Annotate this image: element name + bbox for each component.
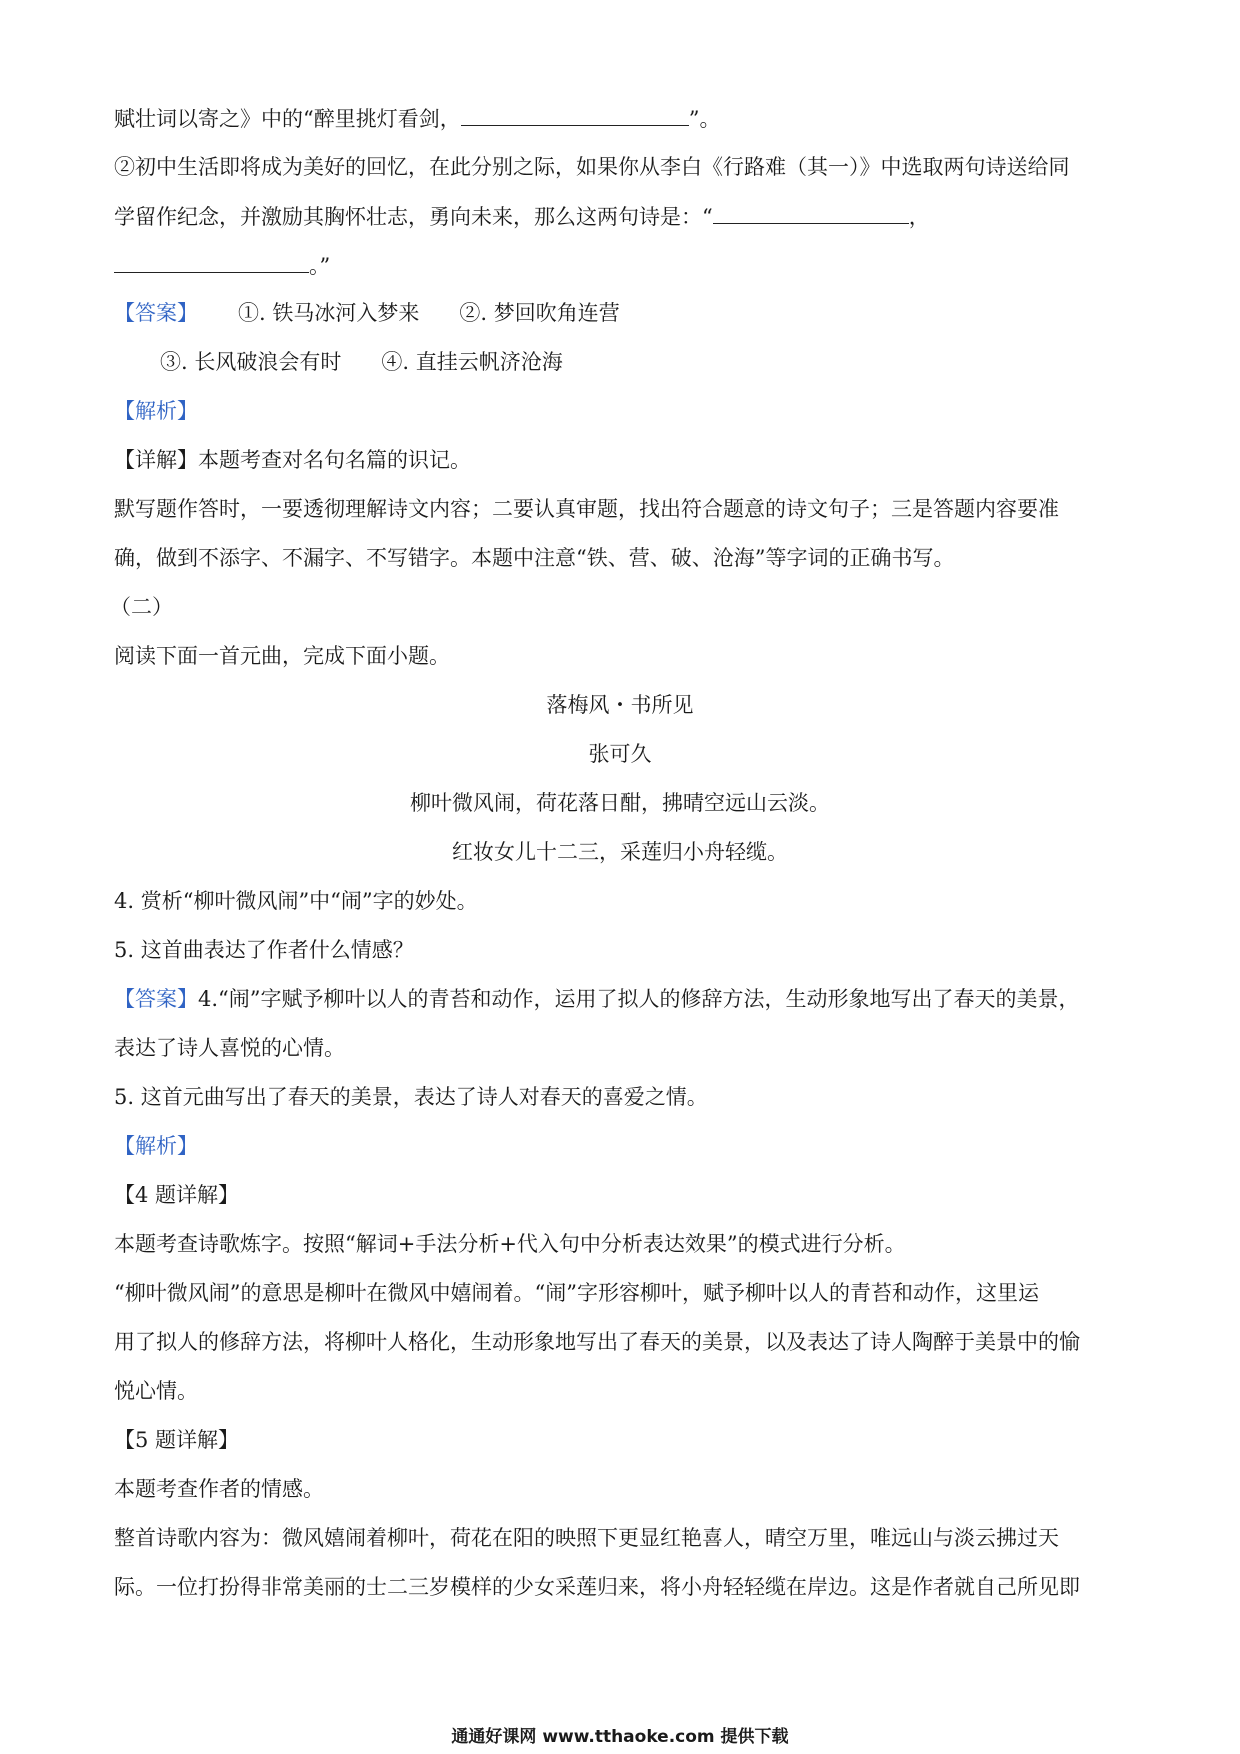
text-line: 确，做到不添字、不漏字、不写错字。本题中注意“铁、营、破、沧海”等字词的正确书写。 — [114, 546, 955, 570]
footer-watermark: 通通好课网 www.tthaoke.com 提供下载 — [451, 1727, 789, 1747]
text-line: “柳叶微风闹”的意思是柳叶在微风中嬉闹着。“闹”字形容柳叶，赋予柳叶以人的青苔和动作，这里运 — [114, 1281, 1039, 1305]
text-line: 本题考查诗歌炼字。按照“解词+手法分析+代入句中分析表达效果”的模式进行分析。 — [114, 1232, 906, 1256]
answer-tag: 【答案】 — [114, 301, 198, 325]
text-line: ②初中生活即将成为美好的回忆，在此分别之际，如果你从李白《行路难（其一）》中选取两句诗送给同 — [114, 155, 1070, 179]
poem-author: 张可久 — [588, 742, 652, 766]
text-line: 赋壮词以寄之》中的“醉里挑灯看剑， ”。 — [114, 103, 720, 134]
subheading-q5: 【5 题详解】 — [114, 1428, 240, 1452]
analysis-tag: 【解析】 — [114, 1134, 198, 1158]
text-line: 际。一位打扮得非常美丽的士二三岁模样的少女采莲归来，将小舟轻轻缆在岸边。这是作者就自己所见即 — [114, 1575, 1080, 1599]
text-line: 整首诗歌内容为：微风嬉闹着柳叶，荷花在阳的映照下更显红艳喜人，晴空万里，唯远山与淡云拂过天 — [114, 1526, 1059, 1550]
answer-blank — [114, 250, 309, 273]
question-4: 4. 赏析“柳叶微风闹”中“闹”字的妙处。 — [114, 889, 478, 913]
poem-title: 落梅风・书所见 — [546, 693, 694, 717]
analysis-tag: 【解析】 — [114, 399, 198, 423]
text-line: 本题考查作者的情感。 — [114, 1477, 324, 1501]
subheading-q4: 【4 题详解】 — [114, 1183, 240, 1207]
poem-line: 红妆女儿十二三，采莲归小舟轻缆。 — [452, 840, 788, 864]
answer-tag: 【答案】 — [114, 987, 198, 1011]
text-line: 【详解】本题考查对名句名篇的识记。 — [114, 448, 471, 472]
text-line: 默写题作答时，一要透彻理解诗文内容；二要认真审题，找出符合题意的诗文句子；三是答题内容要准 — [114, 497, 1059, 521]
answer-blank — [461, 103, 689, 126]
question-5: 5. 这首曲表达了作者什么情感？ — [114, 938, 414, 962]
answer-line: 【答案】4.“闹”字赋予柳叶以人的青苔和动作，运用了拟人的修辞方法，生动形象地写出了春天的美景， — [114, 987, 1080, 1011]
section-heading: （二） — [110, 595, 173, 619]
answer-line: 【答案】 ①. 铁马冰河入梦来 ②. 梦回吹角连营 — [114, 301, 620, 325]
text-line: 用了拟人的修辞方法，将柳叶人格化，生动形象地写出了春天的美景，以及表达了诗人陶醉于美景中的愉 — [114, 1330, 1080, 1354]
answer-blank — [713, 201, 909, 224]
text-line: 学留作纪念，并激励其胸怀壮志，勇向未来，那么这两句诗是：“ ， — [114, 201, 930, 232]
text-line: 阅读下面一首元曲，完成下面小题。 — [114, 644, 450, 668]
text-line: 悦心情。 — [114, 1379, 198, 1403]
poem-line: 柳叶微风闹，荷花落日酣，拂晴空远山云淡。 — [410, 791, 830, 815]
text-line: 。” — [114, 250, 330, 281]
text-line: 表达了诗人喜悦的心情。 — [114, 1036, 345, 1060]
answer-line: ③. 长风破浪会有时 ④. 直挂云帆济沧海 — [160, 350, 563, 374]
text-line: 5. 这首元曲写出了春天的美景，表达了诗人对春天的喜爱之情。 — [114, 1085, 708, 1109]
